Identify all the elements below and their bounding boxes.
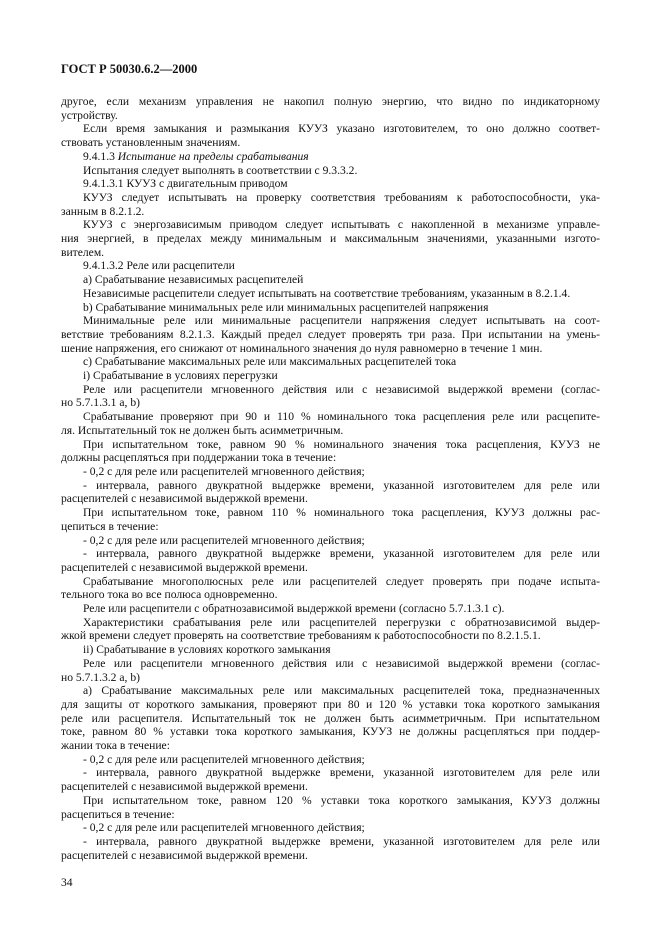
text-line [61,328,600,342]
section-title-italic: Испытание на пределы срабатывания [117,149,309,163]
line-text: Реле или расцепители мгновенного действия или с независимой выдержкой времени (соглас- [83,656,600,670]
text-line [61,835,600,849]
line-text: - интервала, равного двукратной выдержке времени, указанной изготовителем для реле или [83,478,600,492]
line-text: 9.4.1.3.2 Реле или расцепители [83,259,235,273]
paragraph [61,657,600,684]
paragraph [61,122,600,149]
text-line [61,205,600,219]
text-line [61,273,600,287]
line-text: ветствие требованиям 8.2.1.3. Каждый предел следует проверять три раза. При испытании на умень- [61,327,600,341]
paragraph [61,794,600,821]
text-line [61,136,600,150]
paragraph [61,575,600,602]
line-text: При испытательном токе, равном 110 % номинального тока расцепления, КУУЗ должны рас- [83,506,600,520]
text-line [61,218,600,232]
line-text: КУУЗ с энергозависимым приводом следует испытывать с накопленной в механизме управле- [83,218,600,232]
document-header: ГОСТ Р 50030.6.2—2000 [61,62,198,76]
text-line [61,534,600,548]
text-line [61,616,600,630]
text-line [61,465,600,479]
text-line [61,629,600,643]
text-line [61,657,600,671]
text-line [61,602,600,616]
line-text: КУУЗ следует испытывать на проверку соответствия требованиям к работоспособности, ука- [83,190,600,204]
text-line [61,561,600,575]
paragraph [61,301,600,315]
paragraph [61,547,600,574]
line-text: расцепителей с независимой выдержкой времени. [61,848,308,862]
text-line [61,808,600,822]
paragraph [61,150,600,164]
line-text: Реле или расцепители мгновенного действия или с независимой выдержкой времени (соглас- [83,382,600,396]
text-line [61,164,600,178]
line-text: жании тока в течение: [61,739,170,753]
text-line [61,492,600,506]
text-line [61,643,600,657]
line-text: Испытания следует выполнять в соответствии с 9.3.3.2. [83,163,358,177]
line-text: - интервала, равного двукратной выдержке времени, указанной изготовителем для реле или [83,766,600,780]
line-text: шение напряжения, его снижают от номинального значения до нуля равномерно в течение 1 мин. [61,341,543,355]
text-line [61,355,600,369]
text-line [61,191,600,205]
paragraph [61,684,600,753]
line-text: тельного тока во все полюса одновременно. [61,588,278,602]
paragraph [61,95,600,122]
document-body [61,95,600,862]
line-text: i) Срабатывание в условиях перегрузки [83,369,278,383]
paragraph [61,643,600,657]
text-line [61,575,600,589]
paragraph [61,259,600,273]
text-line [61,725,600,739]
line-text: но 5.7.1.3.1 a, b) [61,396,140,410]
line-text: Минимальные реле или минимальные расцепители напряжения следует испытывать на соот- [83,314,600,328]
text-line [61,150,600,164]
paragraph [61,753,600,767]
line-text: занным в 8.2.1.2. [61,204,145,218]
paragraph [61,479,600,506]
line-text: жкой времени следует проверять на соответствие требованиям к работоспособности по 8.2.1.5.1. [61,629,541,643]
line-text: a) Срабатывание независимых расцепителей [83,273,304,287]
text-line [61,177,600,191]
paragraph [61,534,600,548]
paragraph [61,616,600,643]
line-text: ля. Испытательный ток не должен быть асимметричным. [61,423,344,437]
paragraph [61,164,600,178]
line-text: но 5.7.1.3.2 a, b) [61,670,140,684]
line-text: - 0,2 с для реле или расцепителей мгновенного действия; [83,533,365,547]
paragraph [61,602,600,616]
text-line [61,671,600,685]
line-text: Срабатывание проверяют при 90 и 110 % номинального тока расцепления реле или расцепите- [83,410,600,424]
line-text: расцепителей с независимой выдержкой времени. [61,560,308,574]
text-line [61,287,600,301]
text-line [61,451,600,465]
line-text: При испытательном токе, равном 90 % номинального значения тока расцепления, КУУЗ не [83,437,600,451]
text-line [61,520,600,534]
line-text: - 0,2 с для реле или расцепителей мгновенного действия; [83,821,365,835]
paragraph [61,218,600,259]
paragraph [61,410,600,437]
text-line [61,369,600,383]
line-text: c) Срабатывание максимальных реле или максимальных расцепителей тока [83,355,457,369]
page-number: 34 [61,876,73,889]
text-line [61,301,600,315]
text-line [61,232,600,246]
text-line [61,479,600,493]
paragraph [61,369,600,383]
paragraph [61,835,600,862]
text-line [61,342,600,356]
line-text: - интервала, равного двукратной выдержке времени, указанной изготовителем для реле или [83,834,600,848]
paragraph [61,465,600,479]
text-line [61,506,600,520]
line-text: ii) Срабатывание в условиях короткого замыкания [83,643,331,657]
text-line [61,109,600,123]
text-line [61,780,600,794]
line-text: реле или расцепителя. Испытательный ток не должен быть асимметричным. При испытательном [61,711,600,725]
line-text: Характеристики срабатывания реле или расцепителей перегрузки с обратнозависимой выдер- [83,615,600,629]
line-text: для защиты от короткого замыкания, проверяют при 80 и 120 % уставки тока короткого замыкания [61,697,600,711]
paragraph [61,506,600,533]
paragraph [61,177,600,191]
line-text: Реле или расцепители с обратнозависимой выдержкой времени (согласно 5.7.1.3.1 c). [83,602,505,616]
line-text: расцепителей с независимой выдержкой времени. [61,492,308,506]
paragraph [61,766,600,793]
text-line [61,314,600,328]
paragraph [61,438,600,465]
line-text: a) Срабатывание максимальных реле или максимальных расцепителей тока, предназначенных [83,684,600,698]
paragraph [61,355,600,369]
paragraph [61,821,600,835]
line-text: вителем. [61,245,105,259]
text-line [61,95,600,109]
line-text: должны расцепляться при поддержании тока в течение: [61,451,337,465]
text-line [61,396,600,410]
text-line [61,739,600,753]
line-text: - 0,2 с для реле или расцепителей мгновенного действия; [83,752,365,766]
text-line [61,259,600,273]
line-text: ния энергией, в пределах между минимальным и максимальным значениями, указанными изгото- [61,232,600,246]
line-text: расцепителей с независимой выдержкой времени. [61,780,308,794]
paragraph [61,314,600,355]
line-text: другое, если механизм управления не накопил полную энергию, что видно по индикаторному [61,95,600,108]
paragraph [61,273,600,287]
line-text: Если время замыкания и размыкания КУУЗ указано изготовителем, то оно должно соответ- [83,122,600,136]
paragraph [61,383,600,410]
text-line [61,246,600,260]
line-text: Независимые расцепители следует испытывать на соответствие требованиям, указанным в 8.2.1.4. [83,286,571,300]
text-line [61,438,600,452]
line-text: - 0,2 с для реле или расцепителей мгновенного действия; [83,464,365,478]
text-line [61,712,600,726]
line-text: ствовать установленным значениям. [61,136,241,150]
line-text: цепиться в течение: [61,519,159,533]
text-line [61,588,600,602]
text-line [61,766,600,780]
line-text: При испытательном токе, равном 120 % уставки тока короткого замыкания, КУУЗ должны [83,793,600,807]
text-line [61,849,600,863]
text-line [61,410,600,424]
line-text: расцепиться в течение: [61,807,175,821]
paragraph [61,191,600,218]
text-line [61,684,600,698]
text-line [61,753,600,767]
line-text: 9.4.1.3.1 КУУЗ с двигательным приводом [83,177,288,191]
text-line [61,698,600,712]
line-text: Срабатывание многополюсных реле или расцепителей следует проверять при подаче испыта- [83,574,600,588]
line-text: - интервала, равного двукратной выдержке времени, указанной изготовителем для реле или [83,547,600,561]
text-line [61,794,600,808]
line-text: b) Срабатывание минимальных реле или минимальных расцепителей напряжения [83,300,489,314]
text-line [61,424,600,438]
text-line [61,821,600,835]
paragraph [61,287,600,301]
line-text: токе, равном 80 % уставки тока короткого замыкания, КУУЗ не должны расцепляться при поддер- [61,725,600,739]
line-text: 9.4.1.3 [83,149,118,163]
text-line [61,547,600,561]
text-line [61,383,600,397]
text-line [61,122,600,136]
line-text: устройству. [61,108,118,122]
